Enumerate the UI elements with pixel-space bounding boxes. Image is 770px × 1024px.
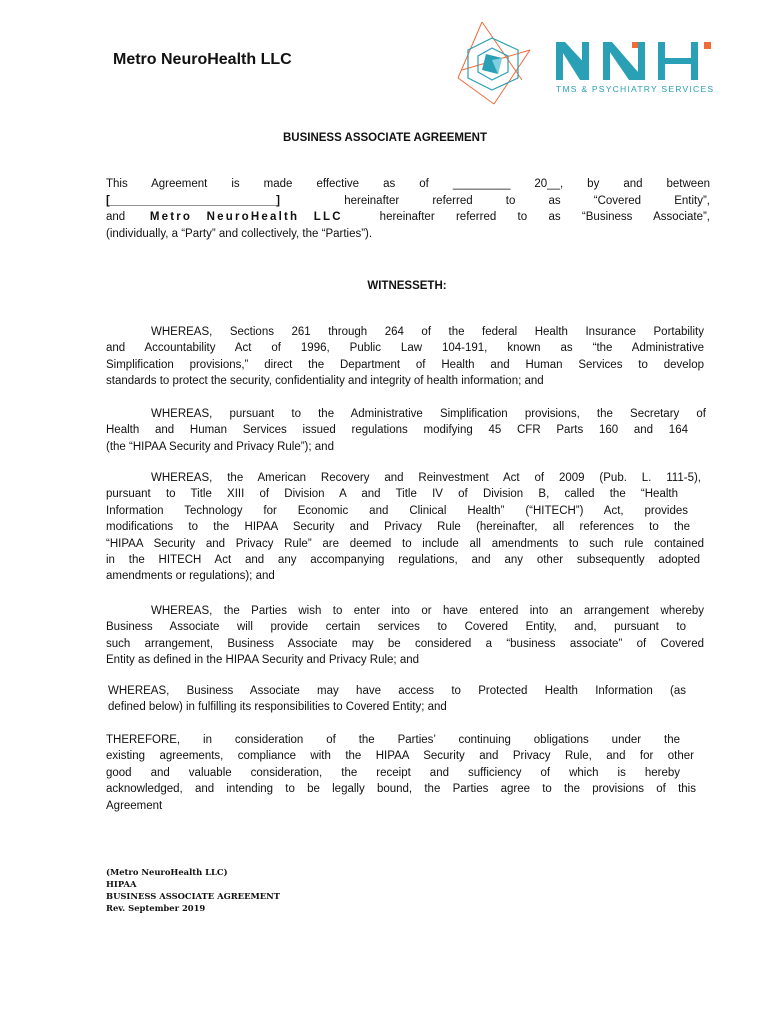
paragraph-line: THEREFORE, in consideration of the Parties’ continuing obligations under the bbox=[106, 734, 680, 746]
intro-line: This Agreement is made effective as of _________ 20__, by and between bbox=[106, 178, 710, 190]
paragraph-line: WHEREAS, the American Recovery and Reinvestment Act of 2009 (Pub. L. 111-5), bbox=[151, 472, 701, 484]
paragraph-line: and Accountability Act of 1996, Public Law 104-191, known as “the Administrative bbox=[106, 342, 704, 355]
paragraph-line: Entity as defined in the HIPAA Security and Privacy Rule; and bbox=[106, 654, 420, 667]
footer-hipaa: HIPAA bbox=[106, 879, 137, 889]
intro-paragraph bbox=[106, 176, 710, 242]
company-logo bbox=[452, 20, 717, 110]
paragraph-line: Simplification provisions,” direct the Department of Health and Human Services to develop bbox=[106, 358, 704, 371]
document-title: BUSINESS ASSOCIATE AGREEMENT bbox=[282, 132, 488, 144]
paragraph-line: “HIPAA Security and Privacy Rule” are deemed to include all amendments to such rule contained bbox=[106, 537, 704, 550]
footer-company: (Metro NeuroHealth LLC) bbox=[106, 867, 228, 877]
paragraph-line: WHEREAS, Business Associate may have access to Protected Health Information (as bbox=[108, 685, 686, 697]
paragraph-line: WHEREAS, the Parties wish to enter into or have entered into an arrangement whereby bbox=[151, 605, 704, 617]
whereas-paragraph bbox=[108, 683, 686, 716]
logo-tagline: TMS & PSYCHIATRY SERVICES bbox=[556, 84, 715, 94]
therefore-paragraph bbox=[106, 732, 696, 814]
witnesseth-heading: WITNESSETH: bbox=[367, 280, 447, 292]
paragraph-line: good and valuable consideration, the receipt and sufficiency of which is hereby bbox=[106, 766, 680, 779]
whereas-paragraph bbox=[106, 470, 704, 585]
whereas-paragraph bbox=[106, 603, 704, 669]
paragraph-line: WHEREAS, pursuant to the Administrative Simplification provisions, the Secretary of bbox=[151, 408, 706, 420]
intro-line: (individually, a “Party” and collectively, the “Parties”). bbox=[106, 227, 373, 240]
paragraph-line: existing agreements, compliance with the HIPAA Security and Privacy Rule, and for other bbox=[106, 750, 694, 763]
business-associate-name: Metro NeuroHealth LLC bbox=[149, 211, 343, 224]
document-footer bbox=[106, 866, 280, 914]
paragraph-line: such arrangement, Business Associate may be considered a “business associate” of Covered bbox=[106, 637, 704, 650]
paragraph-line: Business Associate will provide certain services to Covered Entity, and, pursuant to bbox=[106, 621, 686, 634]
paragraph-line: Agreement bbox=[106, 799, 163, 812]
whereas-paragraph bbox=[106, 406, 706, 455]
intro-line bbox=[106, 193, 710, 210]
paragraph-line: Health and Human Services issued regulations modifying 45 CFR Parts 160 and 164 bbox=[106, 424, 688, 437]
paragraph-line: standards to protect the security, confidentiality and integrity of health information; and bbox=[106, 375, 544, 388]
logo-emblem-icon bbox=[452, 20, 717, 110]
paragraph-line: amendments or regulations); and bbox=[106, 570, 275, 583]
intro-text: and bbox=[106, 211, 126, 224]
paragraph-line: modifications to the HIPAA Security and Privacy Rule (hereinafter, all references to the bbox=[106, 521, 690, 534]
intro-line bbox=[106, 209, 710, 226]
footer-revision: Rev. September 2019 bbox=[106, 903, 206, 913]
covered-entity-blank: [__________________________] bbox=[106, 194, 280, 207]
paragraph-line: Information Technology for Economic and Clinical Health” (“HITECH”) Act, provides bbox=[106, 504, 688, 517]
footer-title: BUSINESS ASSOCIATE AGREEMENT bbox=[106, 891, 280, 901]
paragraph-line: WHEREAS, Sections 261 through 264 of the federal Health Insurance Portability bbox=[151, 326, 704, 338]
paragraph-line: pursuant to Title XIII of Division A and Title IV of Division B, called the “Health bbox=[106, 488, 678, 501]
intro-text: hereinafter referred to as “Business Associate”, bbox=[379, 211, 710, 224]
paragraph-line: acknowledged, and intending to be legally bound, the Parties agree to the provisions of this bbox=[106, 783, 696, 796]
paragraph-line: in the HITECH Act and any accompanying regulations, and any other subsequently adopted bbox=[106, 554, 700, 567]
paragraph-line: (the “HIPAA Security and Privacy Rule”); and bbox=[106, 440, 334, 453]
paragraph-line: defined below) in fulfilling its responsibilities to Covered Entity; and bbox=[108, 701, 447, 714]
company-name: Metro NeuroHealth LLC bbox=[113, 51, 292, 68]
intro-text: hereinafter referred to as “Covered Entity”, bbox=[344, 194, 710, 207]
whereas-paragraph bbox=[106, 324, 704, 390]
